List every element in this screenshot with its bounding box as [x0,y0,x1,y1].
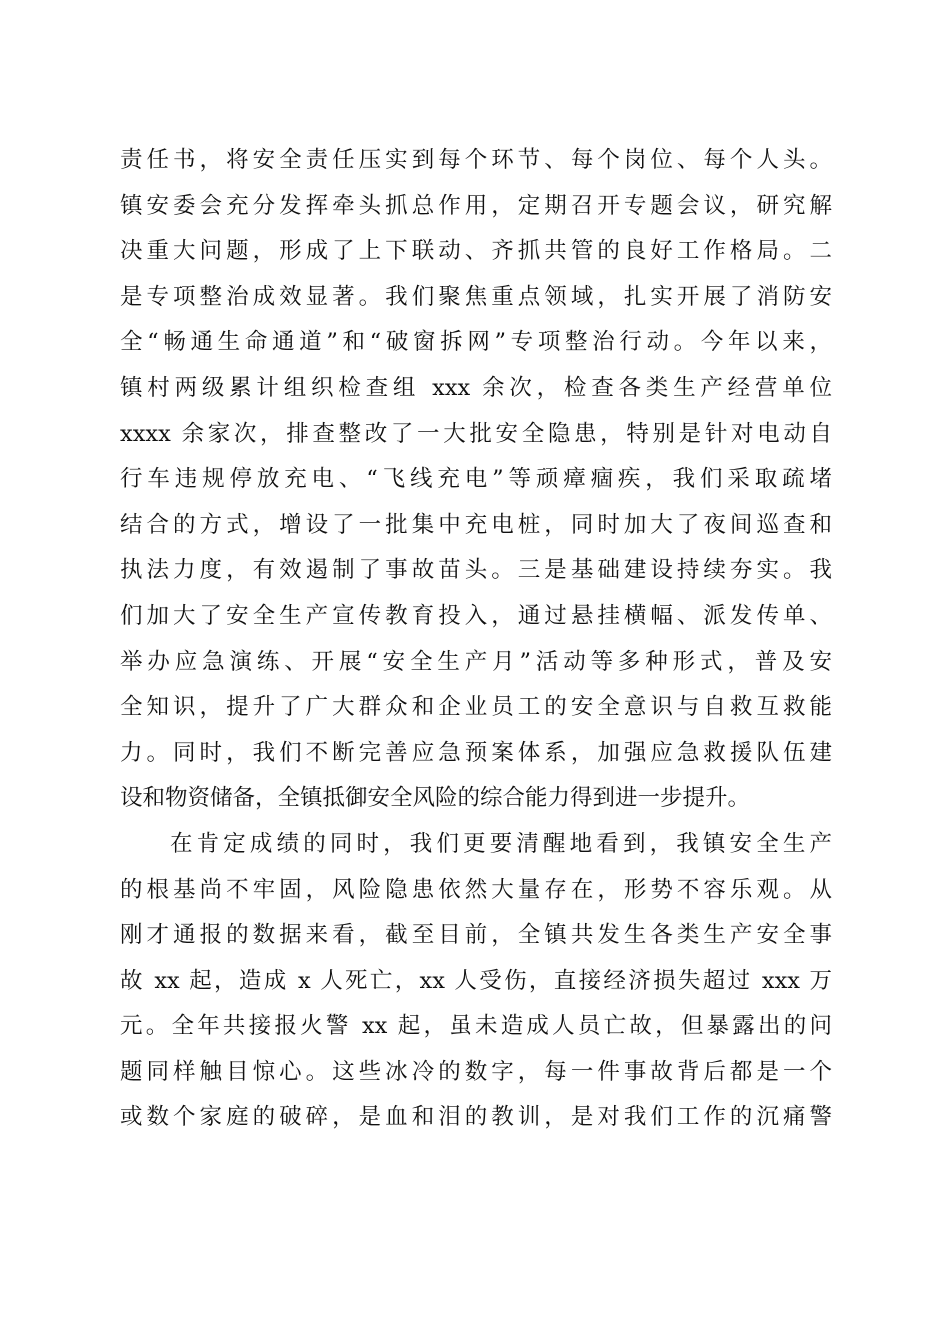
paragraph-1 [120,138,832,822]
text-line: 责任书，将安全责任压实到每个环节、每个岗位、每个人头。 [120,147,832,173]
text-line: 举办应急演练、开展“安全生产月”活动等多种形式，普及安 [120,648,832,675]
text-line: 行车违规停放充电、“飞线充电”等顽瘴痼疾，我们采取疏堵 [120,466,832,493]
text-line: 全“畅通生命通道”和“破窗拆网”专项整治行动。今年以来， [120,329,832,356]
text-line: xxxx 余家次，排查整改了一大批安全隐患，特别是针对电动自 [120,420,832,447]
text-line: 的根基尚不牢固，风险隐患依然大量存在，形势不容乐观。从 [120,876,832,903]
text-line: 元。全年共接报火警 xx 起，虽未造成人员亡故，但暴露出的问 [120,1013,832,1040]
paragraph-2 [120,822,832,1141]
text-line: 或数个家庭的破碎，是血和泪的教训，是对我们工作的沉痛警 [120,1104,832,1131]
text-line: 题同样触目惊心。这些冰冷的数字，每一件事故背后都是一个 [120,1058,832,1085]
text-line: 全知识，提升了广大群众和企业员工的安全意识与自救互救能 [120,694,832,721]
text-line: 镇安委会充分发挥牵头抓总作用，定期召开专题会议，研究解 [120,192,832,219]
text-line: 们加大了安全生产宣传教育投入，通过悬挂横幅、派发传单、 [120,602,832,629]
text-line: 在肯定成绩的同时，我们更要清醒地看到，我镇安全生产 [170,830,832,857]
body-text [120,138,832,1141]
text-line: 刚才通报的数据来看，截至目前，全镇共发生各类生产安全事 [120,922,832,949]
text-line: 结合的方式，增设了一批集中充电桩，同时加大了夜间巡查和 [120,511,832,538]
text-line: 决重大问题，形成了上下联动、齐抓共管的良好工作格局。二 [120,238,832,265]
text-line: 执法力度，有效遏制了事故苗头。三是基础建设持续夯实。我 [120,557,832,584]
text-line: 力。同时，我们不断完善应急预案体系，加强应急救援队伍建 [120,739,832,766]
text-line: 设和物资储备，全镇抵御安全风险的综合能力得到进一步提升。 [120,785,751,812]
text-line: 故 xx 起，造成 x 人死亡，xx 人受伤，直接经济损失超过 xxx 万 [120,967,832,994]
text-line: 是专项整治成效显著。我们聚焦重点领域，扎实开展了消防安 [120,283,832,310]
text-line: 镇村两级累计组织检查组 xxx 余次，检查各类生产经营单位 [120,374,832,401]
